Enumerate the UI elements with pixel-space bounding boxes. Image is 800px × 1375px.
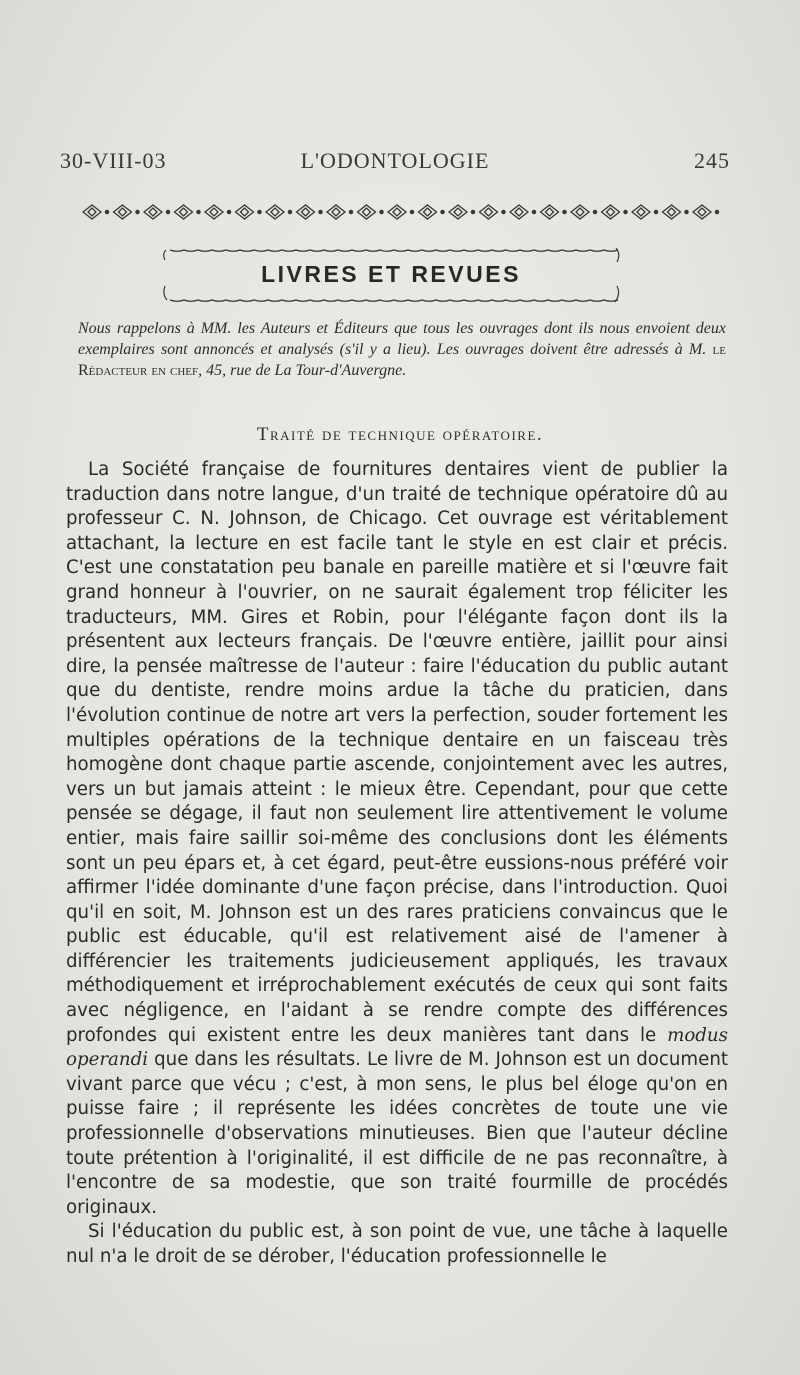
paragraph-1-text-b: que dans les résultats. Le livre de M. Johnson est un document vivant parce que vécu ; c'est, à mon sens, le plus bel éloge qu'on en puisse faire ; il représente les idées concrètes de toute une vie professionnelle d'observations minutieuses. Bien que l'auteur décline toute prétention à l'originalité, il est difficile de ne pas reconnaître, à l'encontre de sa modestie, que son traité fourmille de procédés originaux. — [66, 1049, 728, 1218]
header-journal-title: L'ODONTOLOGIE — [300, 148, 490, 173]
article-title: Traité de technique opératoire. — [256, 424, 544, 445]
ornament-dot — [685, 210, 688, 213]
ornament-dot — [105, 210, 108, 213]
ornament-motif — [602, 205, 620, 219]
paragraph-1-text-a: La Société française de fournitures dentaires vient de publier la traduction dans notre langue, d'un traité de technique opératoire dû au professeur C. N. Johnson, de Chicago. Cet ouvrage est véritablement attachant, la lecture en est facile tant le style en est clair et précis. C'est une constatation peu banale en pareille matière et si l'œuvre fait grand honneur à l'ouvrier, on ne saurait également trop féliciter les traducteurs, MM. Gires et Robin, pour l'élégante façon dont ils la présentent aux lecteurs français. De l'œuvre entière, jaillit pour ainsi dire, la pensée maîtresse de l'auteur : faire l'éducation du public autant que du dentiste, rendre moins ardue la tâche du praticien, dans l'évolution continue de notre art vers la perfection, souder fortement les multiples opérations de la technique dentaire en un faisceau très homogène dont chaque partie ascende, conjointement avec les autres, vers un but jamais atteint : le mieux être. Cependant, pour que cette pensée se dégage, il faut non seulement lire attentivement le volume entier, mais faire saillir soi-même des conclusions dont les éléments sont un peu épars et, à cet égard, peut-être eussions-nous préféré voir affirmer l'idée dominante d'une façon précise, dans l'introduction. Quoi qu'il en soit, M. Johnson est un des rares praticiens convaincus que le public est éducable, qu'il est relativement aisé de l'amener à différencier les traitements judicieusement appliqués, les travaux méthodiquement et irréprochablement exécutés de ceux qui sont faits avec négligence, en l'aidant à se rendre compte des différences profondes qui existent entre les deux manières tant dans le — [66, 459, 728, 1046]
ornament-motif — [327, 205, 345, 219]
ornament-motif — [541, 205, 559, 219]
ornament-motif — [175, 205, 193, 219]
ornament-motif — [480, 205, 498, 219]
ornament-dot — [227, 210, 230, 213]
notice-text: Nous rappelons à MM. les Auteurs et Éditeurs que tous les ouvrages dont ils nous envoient deux exemplaires sont annoncés et analysés (s'il y a lieu). Les ouvrages doivent être adressés à M. — [78, 320, 726, 358]
paragraph-1-italic-term: modus operandi — [66, 1024, 728, 1071]
notice-address: , 45, rue de La Tour-d'Auvergne. — [198, 362, 407, 379]
ornament-motif — [388, 205, 406, 219]
ornament-motif — [266, 205, 284, 219]
ornament-dot — [197, 210, 200, 213]
ornament-dot — [288, 210, 291, 213]
decorative-ornament-band — [80, 202, 720, 222]
ornament-motif — [205, 205, 223, 219]
header-date: 30-VIII-03 — [60, 148, 167, 173]
header-page-number: 245 — [694, 148, 730, 173]
editorial-notice — [78, 318, 726, 381]
ornament-motif — [449, 205, 467, 219]
paragraph-1 — [66, 458, 728, 1220]
ornament-motif — [144, 205, 162, 219]
ornament-motif — [571, 205, 589, 219]
ornament-motif — [358, 205, 376, 219]
ornament-motif — [83, 205, 101, 219]
ornament-motif — [114, 205, 132, 219]
section-title: LIVRES ET REVUES — [261, 261, 521, 287]
ornament-dot — [441, 210, 444, 213]
ornament-dot — [654, 210, 657, 213]
ornament-dot — [136, 210, 139, 213]
ornament-dot — [410, 210, 413, 213]
ornament-motif — [693, 205, 711, 219]
ornament-motif — [297, 205, 315, 219]
ornament-dot — [349, 210, 352, 213]
ornament-motif — [236, 205, 254, 219]
ornament-dot — [715, 210, 718, 213]
ornament-motif — [663, 205, 681, 219]
ornament-motif — [510, 205, 528, 219]
ornament-dot — [563, 210, 566, 213]
ornament-dot — [319, 210, 322, 213]
paragraph-2: Si l'éducation du public est, à son point de vue, une tâche à laquelle nul n'a le droit de se dérober, l'éducation professionnelle le — [66, 1221, 728, 1267]
ornament-motif — [419, 205, 437, 219]
ornament-dot — [380, 210, 383, 213]
ornament-dot — [593, 210, 596, 213]
ornament-dot — [502, 210, 505, 213]
ornament-dot — [532, 210, 535, 213]
section-heading-frame — [160, 242, 622, 308]
article-body — [66, 458, 728, 1270]
notice-recipient: le Rédacteur en chef — [78, 341, 726, 379]
ornament-dot — [258, 210, 261, 213]
ornament-dot — [624, 210, 627, 213]
ornament-motif — [632, 205, 650, 219]
ornament-dot — [471, 210, 474, 213]
ornament-dot — [166, 210, 169, 213]
